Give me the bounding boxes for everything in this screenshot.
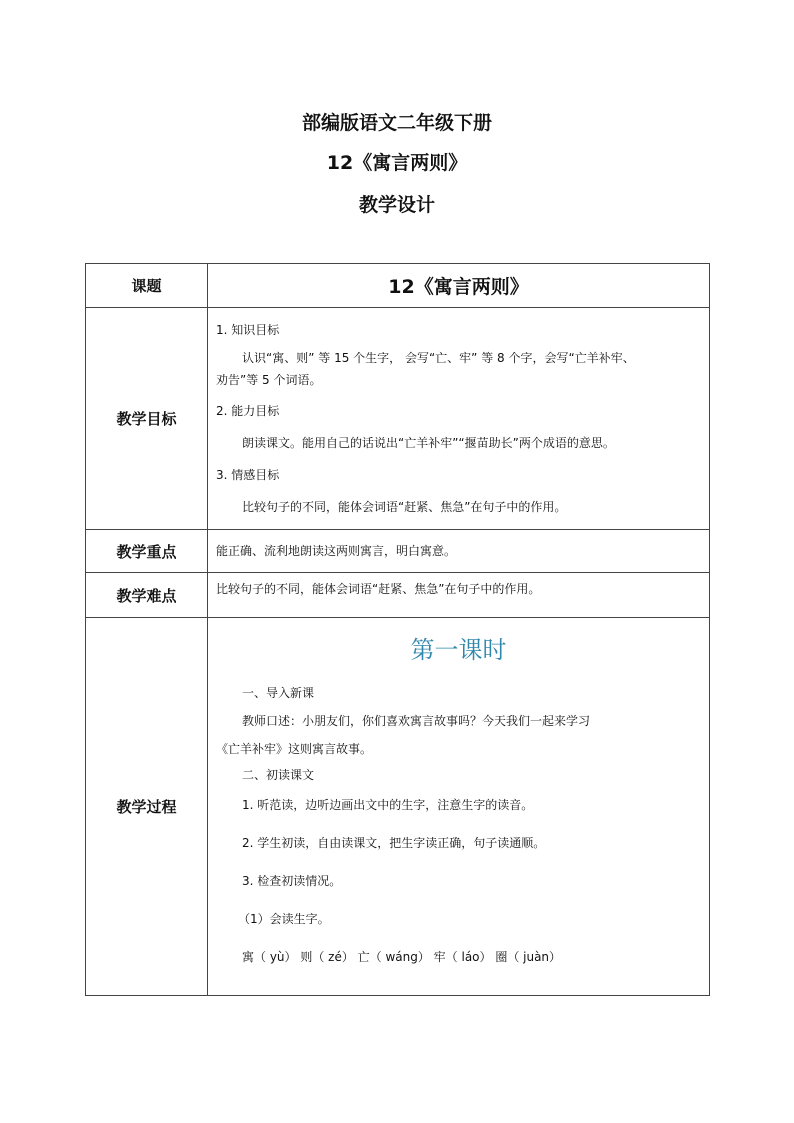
lesson-plan-table xyxy=(85,263,710,996)
key-point-label: 教学重点 xyxy=(86,530,208,573)
process-cell xyxy=(208,618,710,996)
difficulty-cell xyxy=(208,573,710,618)
sub-step-1: （1）会读生字。 xyxy=(238,912,330,926)
table-row xyxy=(86,618,710,996)
document-title: 部编版语文二年级下册 xyxy=(301,112,492,134)
key-point-text: 能正确、流利地朗读这两则寓言，明白寓意。 xyxy=(216,544,457,558)
table-row xyxy=(86,308,710,530)
document-subtitle: 教学设计 xyxy=(358,194,435,216)
knowledge-goal-text: 认识“寓、则” 等 15 个生字， 会写“亡、牢” 等 8 个字，会写“亡羊补牢、 xyxy=(242,351,635,365)
intro-text-cont: 《亡羊补牢》这则寓言故事。 xyxy=(216,742,373,756)
table-row xyxy=(86,530,710,573)
step-1: 1. 听范读，边听边画出文中的生字，注意生字的读音。 xyxy=(242,798,534,812)
section-intro-heading: 一、导入新课 xyxy=(242,686,315,700)
step-2: 2. 学生初读，自由读课文，把生字读正确，句子读通顺。 xyxy=(242,836,546,850)
goals-cell xyxy=(208,308,710,530)
pinyin-line: 寓（ yù） 则（ zé） 亡（ wáng） 牢（ láo） 圈（ juàn） xyxy=(242,950,562,964)
goals-label: 教学目标 xyxy=(86,308,208,530)
lesson-title: 12《寓言两则》 xyxy=(326,152,468,174)
intro-text: 教师口述：小朋友们，你们喜欢寓言故事吗？今天我们一起来学习 xyxy=(242,714,591,728)
topic-value: 12《寓言两则》 xyxy=(208,264,710,308)
knowledge-goal-heading: 1. 知识目标 xyxy=(216,323,280,337)
section-reading-heading: 二、初读课文 xyxy=(242,768,315,782)
difficulty-label: 教学难点 xyxy=(86,573,208,618)
key-point-cell xyxy=(208,530,710,573)
step-3: 3. 检查初读情况。 xyxy=(242,874,342,888)
difficulty-text: 比较句子的不同，能体会词语“赶紧、焦急”在句子中的作用。 xyxy=(216,582,541,596)
emotion-goal-text: 比较句子的不同，能体会词语“赶紧、焦急”在句子中的作用。 xyxy=(242,500,567,514)
knowledge-goal-text-cont: 劝告”等 5 个词语。 xyxy=(216,373,322,387)
emotion-goal-heading: 3. 情感目标 xyxy=(216,468,280,482)
table-row xyxy=(86,264,710,308)
ability-goal-text: 朗读课文。能用自己的话说出“亡羊补牢”“揠苗助长”两个成语的意思。 xyxy=(242,436,615,450)
topic-label: 课题 xyxy=(86,264,208,308)
lesson-period-heading: 第一课时 xyxy=(410,636,507,664)
table-row xyxy=(86,573,710,618)
process-label: 教学过程 xyxy=(86,618,208,996)
ability-goal-heading: 2. 能力目标 xyxy=(216,404,280,418)
